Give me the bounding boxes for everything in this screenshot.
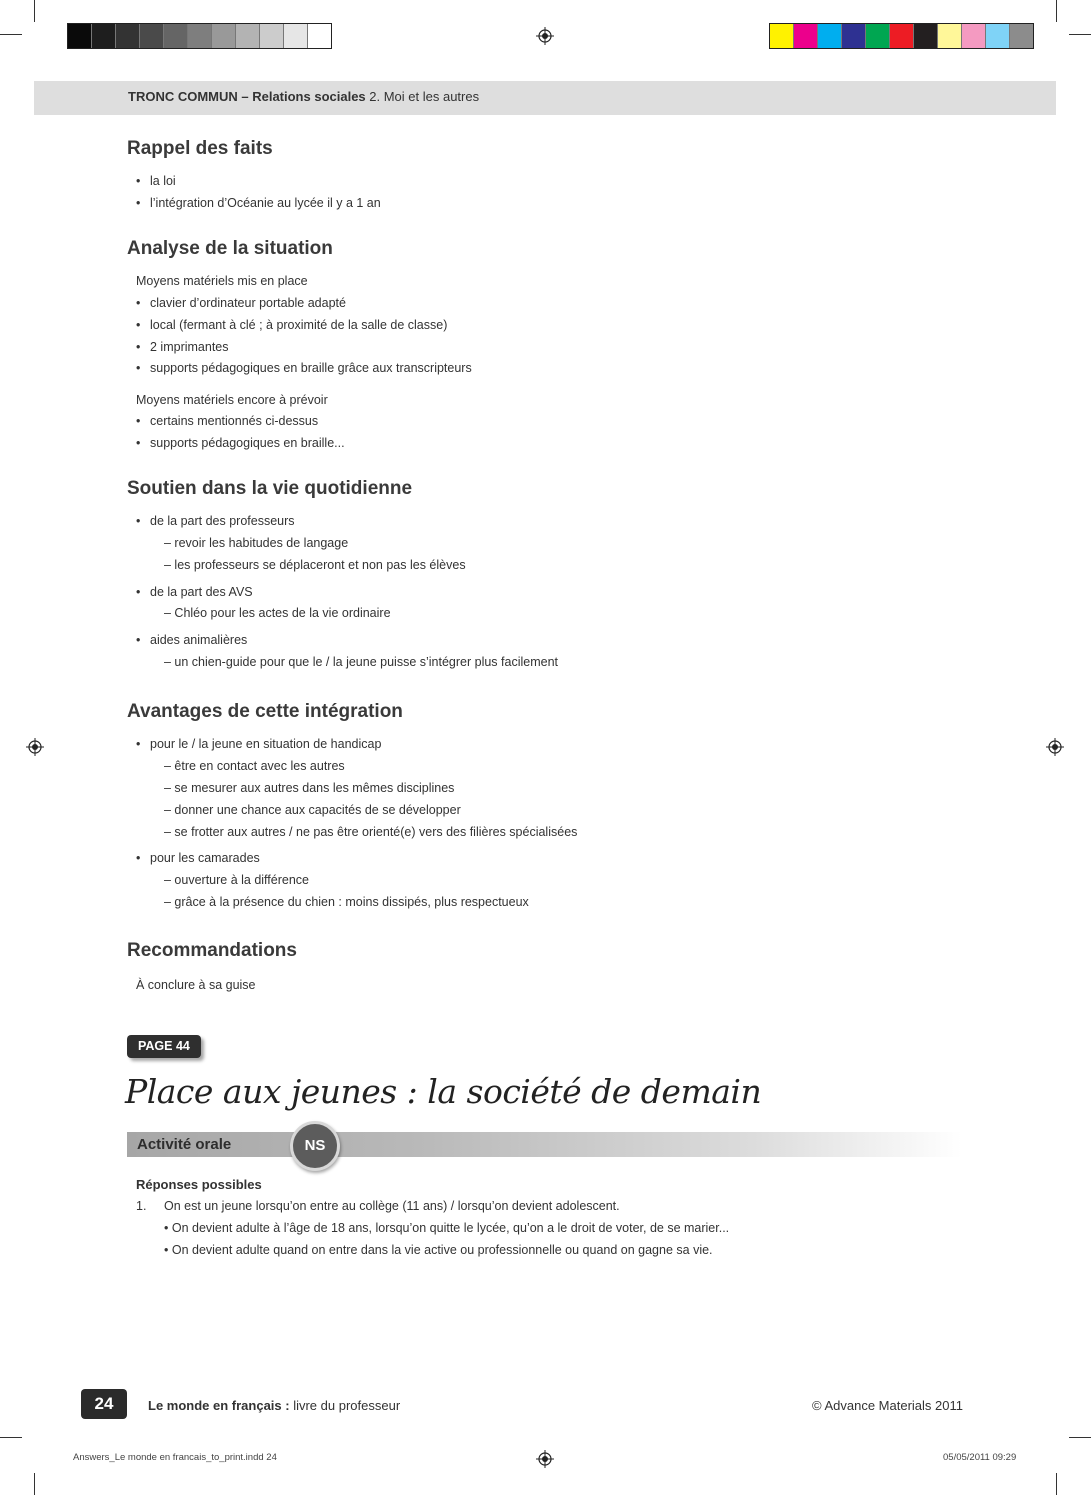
crop-mark: [1056, 0, 1057, 22]
list-item: • de la part des AVS: [136, 585, 253, 599]
answer-line: • On devient adulte à l’âge de 18 ans, lorsqu’on quitte le lycée, qu’on a le droit de voter, de se marier...: [164, 1221, 730, 1235]
sub-list-item: – revoir les habitudes de langage: [164, 536, 349, 550]
list-item: • l’intégration d’Océanie au lycée il y a 1 an: [136, 196, 381, 210]
calibration-swatch: [92, 24, 116, 48]
calibration-swatch: [986, 24, 1010, 48]
sub-list-item: – un chien-guide pour que le / la jeune puisse s’intégrer plus facilement: [164, 655, 558, 669]
list-item: • 2 imprimantes: [136, 340, 229, 354]
list-item: • pour le / la jeune en situation de handicap: [136, 737, 382, 751]
calibration-swatch: [962, 24, 986, 48]
calibration-swatch: [794, 24, 818, 48]
sub-list-item: – se frotter aux autres / ne pas être orienté(e) vers des filières spécialisées: [164, 825, 578, 839]
section-title-avantages: Avantages de cette intégration: [127, 701, 403, 722]
activity-label: Activité orale: [137, 1136, 232, 1153]
calibration-swatch: [890, 24, 914, 48]
list-item: • la loi: [136, 174, 176, 188]
section-title-analyse: Analyse de la situation: [127, 238, 333, 259]
calibration-swatch: [1010, 24, 1033, 48]
subheading: Moyens matériels encore à prévoir: [136, 393, 328, 407]
subheading: Moyens matériels mis en place: [136, 274, 308, 288]
calibration-swatch: [308, 24, 331, 48]
calibration-swatch: [938, 24, 962, 48]
crop-mark: [34, 1473, 35, 1495]
slug-date: 05/05/2011 09:29: [943, 1452, 1017, 1463]
calibration-swatch: [164, 24, 188, 48]
list-item: • supports pédagogiques en braille...: [136, 436, 345, 450]
sub-list-item: – être en contact avec les autres: [164, 759, 345, 773]
calibration-swatch: [914, 24, 938, 48]
section-title-recommandations: Recommandations: [127, 940, 297, 961]
crop-mark: [34, 0, 35, 22]
calibration-swatch: [116, 24, 140, 48]
calibration-swatch: [842, 24, 866, 48]
registration-mark-icon: [26, 738, 44, 756]
crop-mark: [1056, 1473, 1057, 1495]
sub-list-item: – grâce à la présence du chien : moins dissipés, plus respectueux: [164, 895, 529, 909]
registration-mark-icon: [536, 1450, 554, 1468]
calibration-swatch: [212, 24, 236, 48]
copyright: © Advance Materials 2011: [812, 1398, 963, 1413]
book-title-sub: livre du professeur: [289, 1398, 401, 1413]
list-item: • certains mentionnés ci-dessus: [136, 414, 319, 428]
list-item: • clavier d’ordinateur portable adapté: [136, 296, 346, 310]
registration-mark-icon: [536, 27, 554, 45]
crop-mark: [1069, 34, 1091, 35]
header-chapter: 2. Moi et les autres: [365, 89, 480, 104]
calibration-swatch: [140, 24, 164, 48]
slug-file-info: Answers_Le monde en francais_to_print.indd 24: [73, 1452, 277, 1463]
answer-number: 1.: [136, 1199, 147, 1213]
list-item: • aides animalières: [136, 633, 248, 647]
sub-list-item: – se mesurer aux autres dans les mêmes disciplines: [164, 781, 455, 795]
calibration-swatch: [770, 24, 794, 48]
answers-heading: Réponses possibles: [136, 1177, 262, 1192]
crop-mark: [0, 1437, 22, 1438]
page-reference-tag: PAGE 44: [127, 1035, 201, 1058]
list-item: • pour les camarades: [136, 851, 260, 865]
list-item: • local (fermant à clé ; à proximité de la salle de classe): [136, 318, 448, 332]
calibration-swatch: [284, 24, 308, 48]
section-title-rappel: Rappel des faits: [127, 138, 273, 159]
crop-mark: [0, 34, 22, 35]
answer-line: On est un jeune lorsqu’on entre au collège (11 ans) / lorsqu’on devient adolescent.: [164, 1199, 620, 1213]
header-strand: TRONC COMMUN – Relations sociales: [128, 89, 366, 104]
calibration-swatch: [188, 24, 212, 48]
running-header: [128, 89, 479, 104]
calibration-swatch: [236, 24, 260, 48]
sub-list-item: – Chléo pour les actes de la vie ordinaire: [164, 606, 391, 620]
crop-mark: [1069, 1437, 1091, 1438]
activity-band: [127, 1132, 962, 1157]
calibration-swatch: [866, 24, 890, 48]
answer-line: • On devient adulte quand on entre dans la vie active ou professionnelle ou quand on gagne sa vie.: [164, 1243, 713, 1257]
section-title-soutien: Soutien dans la vie quotidienne: [127, 478, 413, 499]
sub-list-item: – donner une chance aux capacités de se développer: [164, 803, 461, 817]
grayscale-calibration-bar: [67, 23, 332, 49]
calibration-swatch: [260, 24, 284, 48]
sub-list-item: – ouverture à la différence: [164, 873, 310, 887]
color-calibration-bar: [769, 23, 1034, 49]
page-number: 24: [81, 1389, 127, 1419]
recommandations-text: À conclure à sa guise: [136, 978, 256, 992]
sub-list-item: – les professeurs se déplaceront et non pas les élèves: [164, 558, 466, 572]
unit-title: Place aux jeunes : la société de demain: [125, 1072, 762, 1111]
list-item: • supports pédagogiques en braille grâce aux transcripteurs: [136, 361, 472, 375]
ns-badge: NS: [290, 1121, 340, 1171]
calibration-swatch: [818, 24, 842, 48]
book-title: [148, 1398, 400, 1413]
calibration-swatch: [68, 24, 92, 48]
book-title-main: Le monde en français :: [148, 1398, 290, 1413]
registration-mark-icon: [1046, 738, 1064, 756]
list-item: • de la part des professeurs: [136, 514, 295, 528]
